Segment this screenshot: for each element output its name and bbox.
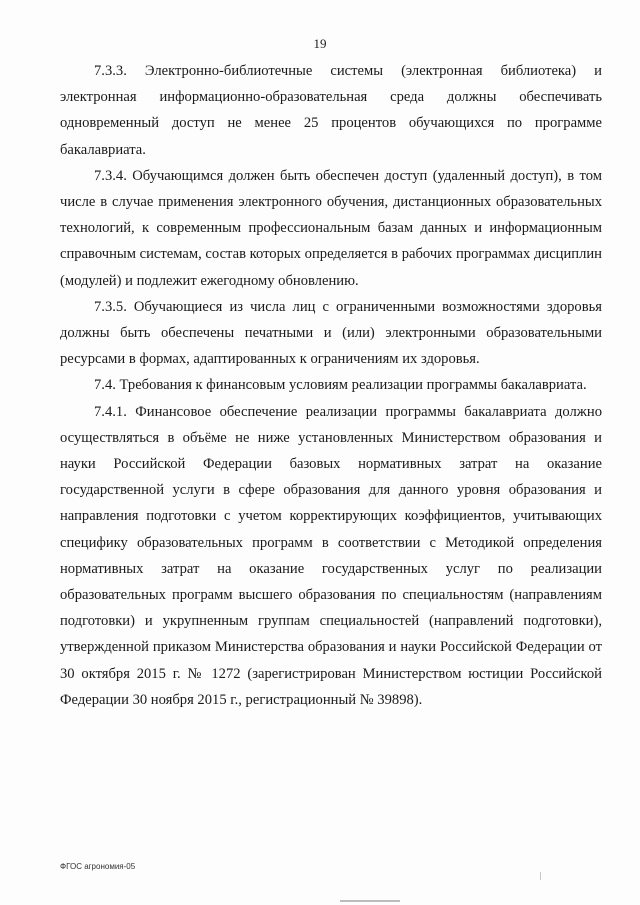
paragraph-7-4-1: 7.4.1. Финансовое обеспечение реализации программы бакалавриата должно осуществляться в объёме не ниже установленных Министерством образования и науки Российской Федерации базовых нормативных затрат на оказание государственной услуги в сфере образования для данного уровня образования и направления подготовки с учетом корректирующих коэффициентов, учитывающих специфику образовательных программ в соответствии с Методикой определения нормативных затрат на оказание государственных услуг по реализации образовательных программ высшего образования по специальностям (направлениям подготовки) и укрупненным группам специальностей (направлений подготовки), утвержденной приказом Министерства образования и науки Российской Федерации от 30 октября 2015 г. № 1272 (зарегистрирован Министерством юстиции Российской Федерации 30 ноября 2015 г., регистрационный № 39898). [60, 403, 602, 708]
document-body [60, 58, 602, 713]
section-heading-7-4: 7.4. Требования к финансовым условиям реализации программы бакалавриата. [94, 377, 587, 394]
scan-artifact [540, 872, 541, 880]
paragraph-7-3-3: 7.3.3. Электронно-библиотечные системы (электронная библиотека) и электронная информационно-образовательная среда должны обеспечивать одновременный доступ не менее 25 процентов обучающихся по программе бакалавриата. [60, 63, 602, 158]
paragraph-7-3-4: 7.3.4. Обучающимся должен быть обеспечен доступ (удаленный доступ), в том числе в случае применения электронного обучения, дистанционных образовательных технологий, к современным профессиональным базам данных и информационным справочным системам, состав которых определяется в рабочих программах дисциплин (модулей) и подлежит ежегодному обновлению. [60, 167, 602, 289]
page-footer: ФГОС агрономия-05 [60, 862, 136, 871]
page-number: 19 [313, 36, 327, 51]
scan-artifact [340, 900, 400, 902]
paragraph-7-3-5: 7.3.5. Обучающиеся из числа лиц с ограниченными возможностями здоровья должны быть обеспечены печатными и (или) электронными образовательными ресурсами в формах, адаптированных к ограничениям их здоровья. [60, 298, 602, 368]
